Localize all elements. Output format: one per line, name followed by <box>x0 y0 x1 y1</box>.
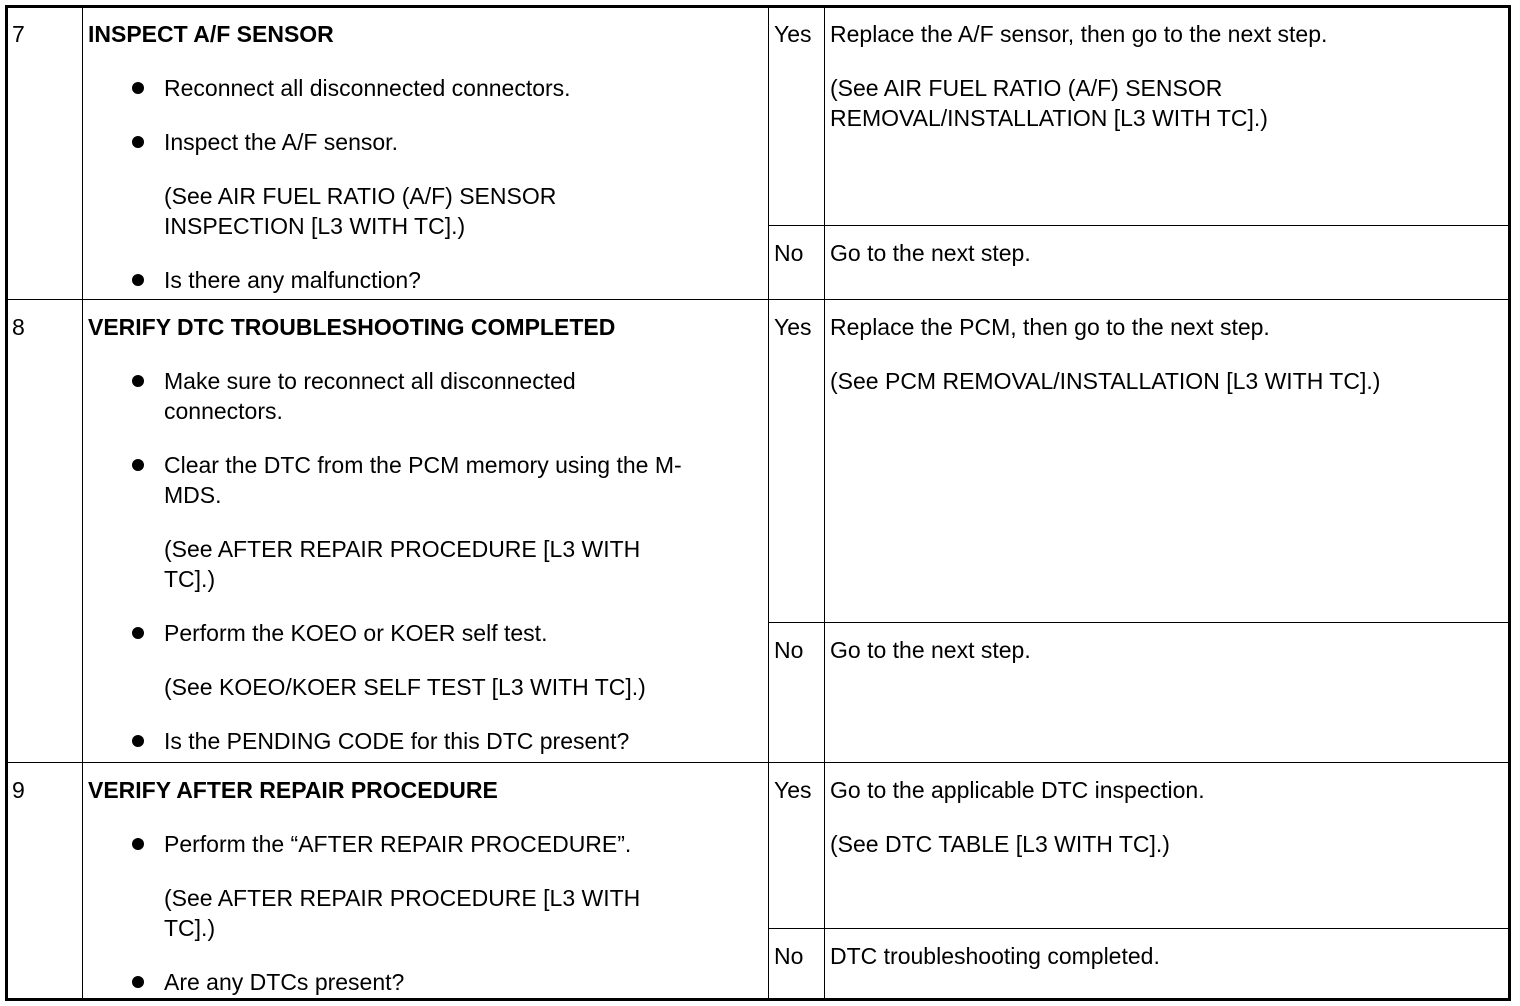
reference-text: (See AFTER REPAIR PROCEDURE [L3 WITH TC].) <box>164 884 641 941</box>
result-text: DTC troubleshooting completed. <box>830 942 1160 969</box>
action-list <box>88 618 758 648</box>
reference-text: (See AIR FUEL RATIO (A/F) SENSOR INSPECTION [L3 WITH TC].) <box>164 183 557 239</box>
yes-label: Yes <box>769 762 825 928</box>
action-list <box>88 73 758 157</box>
result-text: Replace the A/F sensor, then go to the next step. <box>830 21 1328 47</box>
no-result-cell <box>825 622 1509 762</box>
step-title: INSPECT A/F SENSOR <box>88 21 334 47</box>
step-number: 9 <box>7 762 83 998</box>
yes-result-cell <box>825 7 1509 226</box>
no-result-cell <box>825 226 1509 300</box>
result-text: Replace the PCM, then go to the next step. <box>830 314 1270 341</box>
result-text: Go to the applicable DTC inspection. <box>830 776 1205 803</box>
step-title: VERIFY DTC TROUBLESHOOTING COMPLETED <box>88 314 616 341</box>
action-item: Inspect the A/F sensor. <box>88 127 758 157</box>
yes-label: Yes <box>769 300 825 622</box>
action-list <box>88 967 758 997</box>
diagnostic-table <box>6 6 1509 999</box>
step-7-yes-row <box>7 7 1509 226</box>
action-item: Are any DTCs present? <box>88 967 758 997</box>
no-label: No <box>769 622 825 762</box>
yes-result-cell <box>825 300 1509 622</box>
reference-text: (See PCM REMOVAL/INSTALLATION [L3 WITH TC].) <box>830 368 1381 395</box>
no-label: No <box>769 928 825 998</box>
step-action-cell <box>83 300 769 762</box>
reference-text: (See AFTER REPAIR PROCEDURE [L3 WITH TC].) <box>164 536 641 593</box>
result-text: Go to the next step. <box>830 240 1031 267</box>
action-item: Reconnect all disconnected connectors. <box>88 73 758 103</box>
action-item: Perform the KOEO or KOER self test. <box>88 618 758 648</box>
step-action-cell <box>83 762 769 998</box>
action-list <box>88 829 758 859</box>
action-item: Make sure to reconnect all disconnected connectors. <box>88 366 634 426</box>
step-title: VERIFY AFTER REPAIR PROCEDURE <box>88 776 498 803</box>
action-item: Is there any malfunction? <box>88 265 758 295</box>
reference-text: (See DTC TABLE [L3 WITH TC].) <box>830 830 1170 857</box>
result-text: Go to the next step. <box>830 636 1031 663</box>
action-item: Clear the DTC from the PCM memory using the M-MDS. <box>88 450 704 510</box>
action-item: Is the PENDING CODE for this DTC present? <box>88 726 758 756</box>
reference-text: (See KOEO/KOER SELF TEST [L3 WITH TC].) <box>164 674 646 701</box>
step-action-cell <box>83 7 769 300</box>
action-list <box>88 366 758 510</box>
no-label: No <box>769 226 825 300</box>
yes-label: Yes <box>769 7 825 226</box>
step-number: 7 <box>7 7 83 300</box>
no-result-cell <box>825 928 1509 998</box>
step-9-yes-row <box>7 762 1509 928</box>
step-8-yes-row <box>7 300 1509 622</box>
yes-result-cell <box>825 762 1509 928</box>
action-item: Perform the “AFTER REPAIR PROCEDURE”. <box>88 829 758 859</box>
step-number: 8 <box>7 300 83 762</box>
action-list <box>88 726 758 756</box>
action-list <box>88 265 758 295</box>
reference-text: (See AIR FUEL RATIO (A/F) SENSOR REMOVAL/INSTALLATION [L3 WITH TC].) <box>830 75 1268 131</box>
